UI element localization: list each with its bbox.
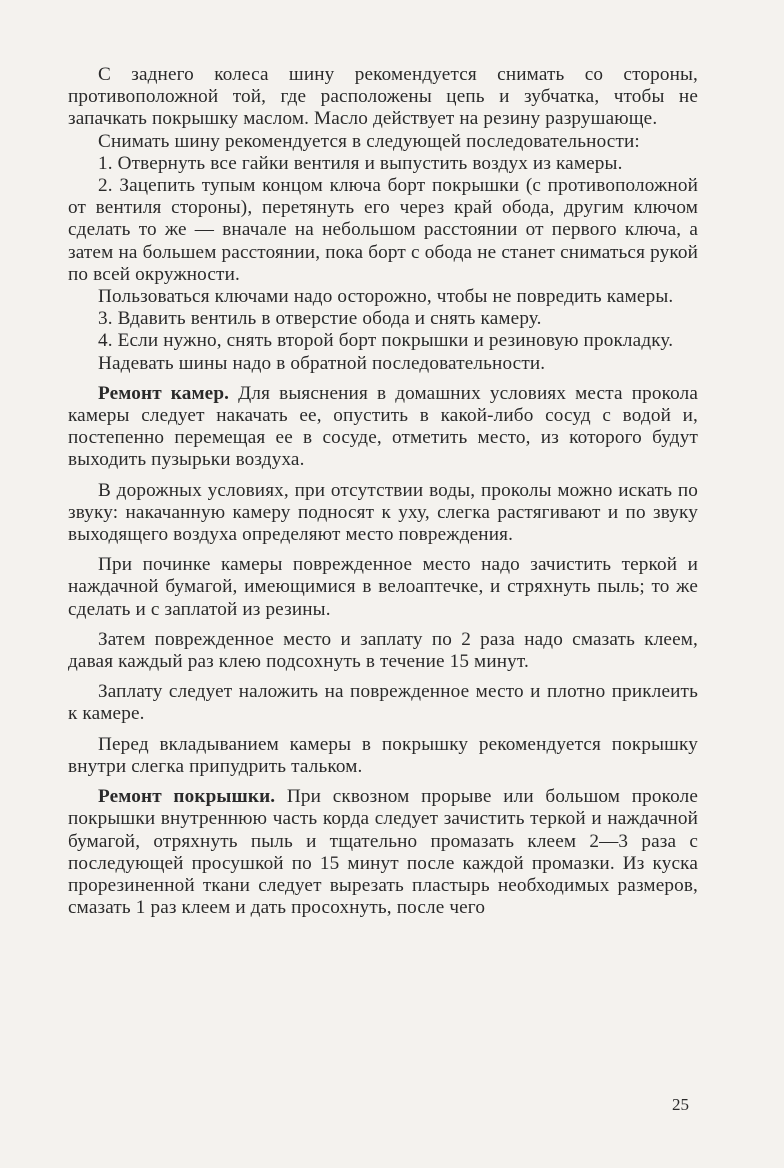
paragraph-text: Снимать шину рекомендуется в следующей последовательности: [98,130,640,152]
paragraph-text: Надевать шины надо в обратной последовательности. [98,352,546,374]
paragraph-reverse-order [68,353,698,375]
paragraph-cleaning [68,554,698,621]
paragraph-text: При починке камеры поврежденное место надо зачистить теркой и наждачной бумагой, имеющимися в велоаптечке, и стряхнуть пыль; то же сделать и с заплатой из резины. [68,554,698,620]
section-heading-tire-repair: Ремонт покрышки. [98,786,276,808]
paragraph-patch [68,681,698,725]
paragraph-tire-repair [68,786,698,919]
paragraph-text: 2. Зацепить тупым концом ключа борт покрышки (с противоположной от вентиля стороны), перетянуть его через край обода, другим ключом сделать то же — вначале на небольшом расстоянии от первого ключа, а затем на большем расстоянии, пока борт с обода не станет сниматься рукой по всей окружности. [68,175,698,285]
step-1 [68,153,698,175]
paragraph-road-conditions [68,480,698,547]
paragraph-removal-order-intro [68,131,698,153]
section-heading-tube-repair: Ремонт камер. [98,382,230,404]
paragraph-text: При сквозном прорыве или большом проколе покрышки внутреннюю часть корда следует зачистить теркой и наждачной бумагой, отряхнуть пыль и тщательно промазать клеем 2—3 раза с последующей просушкой по 15 минут после каждой промазки. Из куска прорезиненной ткани следует вырезать пластырь необходимых размеров, смазать 1 раз клеем и дать просохнуть, после чего [68,786,698,919]
paragraph-text: 3. Вдавить вентиль в отверстие обода и снять камеру. [98,308,542,330]
paragraph-tire-removal-side [68,64,698,131]
paragraph-text: С заднего колеса шину рекомендуется снимать со стороны, противоположной той, где расположены цепь и зубчатка, чтобы не запачкать покрышку маслом. Масло действует на резину разрушающе. [68,64,698,130]
paragraph-text: Затем поврежденное место и заплату по 2 раза надо смазать клеем, давая каждый раз клею подсохнуть в течение 15 минут. [68,628,698,673]
page-number: 25 [672,1095,689,1114]
paragraph-text: Пользоваться ключами надо осторожно, чтобы не повредить камеры. [98,286,674,308]
body-text [68,64,698,919]
paragraph-glue [68,629,698,673]
paragraph-text: 1. Отвернуть все гайки вентиля и выпустить воздух из камеры. [98,152,623,174]
paragraph-text: Для выяснения в домашних условиях места прокола камеры следует накачать ее, опустить в какой-либо сосуд с водой и, постепенно перемещая ее в сосуде, отметить место, из которого будут выходить пузырьки воздуха. [68,382,698,471]
paragraph-key-caution [68,286,698,308]
paragraph-text: В дорожных условиях, при отсутствии воды, проколы можно искать по звуку: накачанную камеру подносят к уху, слегка растягивают и по звуку выходящего воздуха определяют место повреждения. [68,479,698,546]
step-3 [68,308,698,330]
paragraph-text: Заплату следует наложить на поврежденное место и плотно приклеить к камере. [68,681,698,725]
paragraph-talc [68,734,698,778]
paragraph-tube-repair [68,383,698,472]
paragraph-text: Перед вкладыванием камеры в покрышку рекомендуется покрышку внутри слегка припудрить тальком. [68,733,698,777]
paragraph-text: 4. Если нужно, снять второй борт покрышки и резиновую прокладку. [98,330,674,352]
step-2 [68,175,698,286]
step-4 [68,330,698,352]
